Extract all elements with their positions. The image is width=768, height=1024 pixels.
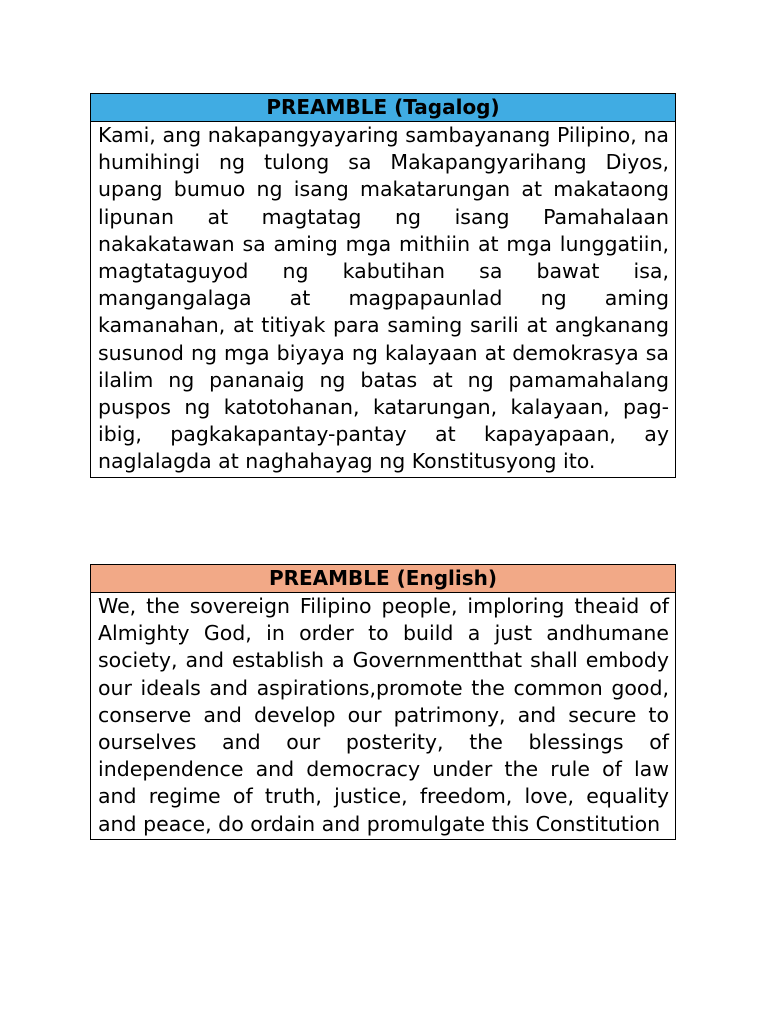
preamble-english-text: We, the sovereign Filipino people, imploring theaid of Almighty God, in order to build a just andhumane society, and establish a Governmentthat shall embody our ideals and aspirations,promote the common good, conserve and develop our patrimony, and secure to ourselves and our posterity, the blessings of independence and democracy under the rule of law and regime of truth, justice, freedom, love, equality and peace, do ordain and promulgate this Constitution [98, 594, 669, 836]
preamble-tagalog-box [90, 93, 676, 478]
preamble-tagalog-title: PREAMBLE (Tagalog) [91, 94, 675, 122]
preamble-english-title: PREAMBLE (English) [91, 565, 675, 593]
preamble-tagalog-text: Kami, ang nakapangyayaring sambayanang Pilipino, na humihingi ng tulong sa Makapangyarihang Diyos, upang bumuo ng isang makatarungan at makataong lipunan at magtatag ng isang Pamahalaan nakakatawan sa aming mga mithiin at mga lunggatiin, magtataguyod ng kabutihan sa bawat isa, mangangalaga at magpapaunlad ng aming kamanahan, at titiyak para saming sarili at angkanang susunod ng mga biyaya ng kalayaan at demokrasya sa ilalim ng pananaig ng batas at ng pamamahalang puspos ng katotohanan, katarungan, kalayaan, pag-ibig, pagkakapantay-pantay at kapayapaan, ay naglalagda at naghahayag ng Konstitusyong ito. [98, 123, 669, 474]
preamble-english-box [90, 564, 676, 840]
